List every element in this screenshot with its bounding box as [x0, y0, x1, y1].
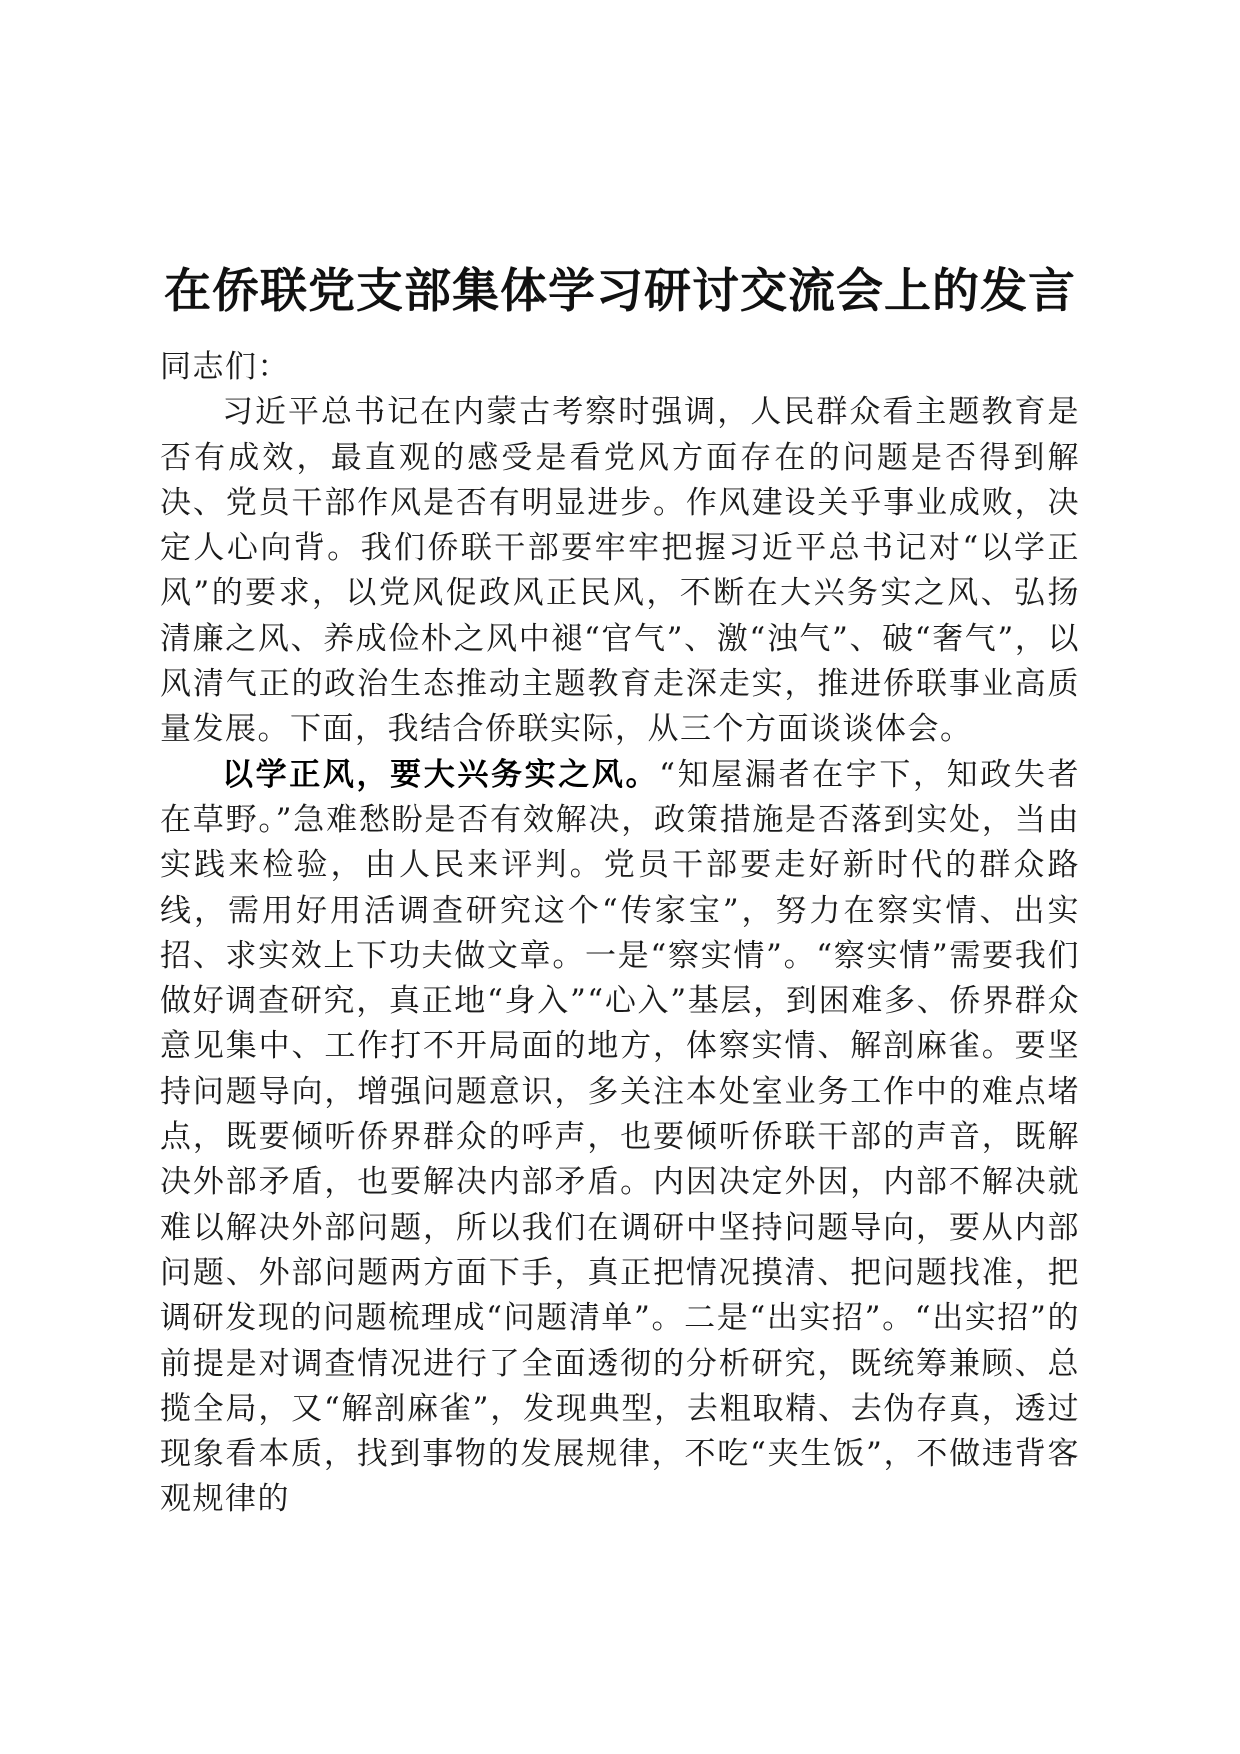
- paragraph-lead: 以学正风，要大兴务实之风。: [222, 756, 660, 793]
- paragraph-text: “知屋漏者在宇下，知政失者在草野。”急难愁盼是否有效解决，政策措施是否落到实处，当由实践来检验，由人民来评判。党员干部要走好新时代的群众路线，需用好用活调查研究这个“传家宝”，努力在察实情、出实招、求实效上下功夫做文章。一是“察实情”。“察实情”需要我们做好调查研究，真正地“身入”“心入”基层，到困难多、侨界群众意见集中、工作打不开局面的地方，体察实情、解剖麻雀。要坚持问题导向，增强问题意识，多关注本处室业务工作中的难点堵点，既要倾听侨界群众的呼声，也要倾听侨联干部的声音，既解决外部矛盾，也要解决内部矛盾。内因决定外因，内部不解决就难以解决外部问题，所以我们在调研中坚持问题导向，要从内部问题、外部问题两方面下手，真正把情况摸清、把问题找准，把调研发现的问题梳理成“问题清单”。二是“出实招”。“出实招”的前提是对调查情况进行了全面透彻的分析研究，既统筹兼顾、总揽全局，又“解剖麻雀”，发现典型，去粗取精、去伪存真，透过现象看本质，找到事物的发展规律，不吃“夹生饭”，不做违背客观规律的: [160, 756, 1080, 1518]
- salutation: 同志们：: [160, 349, 290, 385]
- paragraph-intro: [160, 390, 1080, 752]
- document-body: [160, 345, 1080, 1523]
- paragraph-section-1: [160, 753, 1080, 1523]
- page-title: 在侨联党支部集体学习研讨交流会上的发言: [164, 264, 1076, 319]
- paragraph-text: 习近平总书记在内蒙古考察时强调，人民群众看主题教育是否有成效，最直观的感受是看党风方面存在的问题是否得到解决、党员干部作风是否有明显进步。作风建设关乎事业成败，决定人心向背。我们侨联干部要牢牢把握习近平总书记对“以学正风”的要求，以党风促政风正民风，不断在大兴务实之风、弘扬清廉之风、养成俭朴之风中褪“官气”、激“浊气”、破“奢气”，以风清气正的政治生态推动主题教育走深走实，推进侨联事业高质量发展。下面，我结合侨联实际，从三个方面谈谈体会。: [160, 394, 1080, 748]
